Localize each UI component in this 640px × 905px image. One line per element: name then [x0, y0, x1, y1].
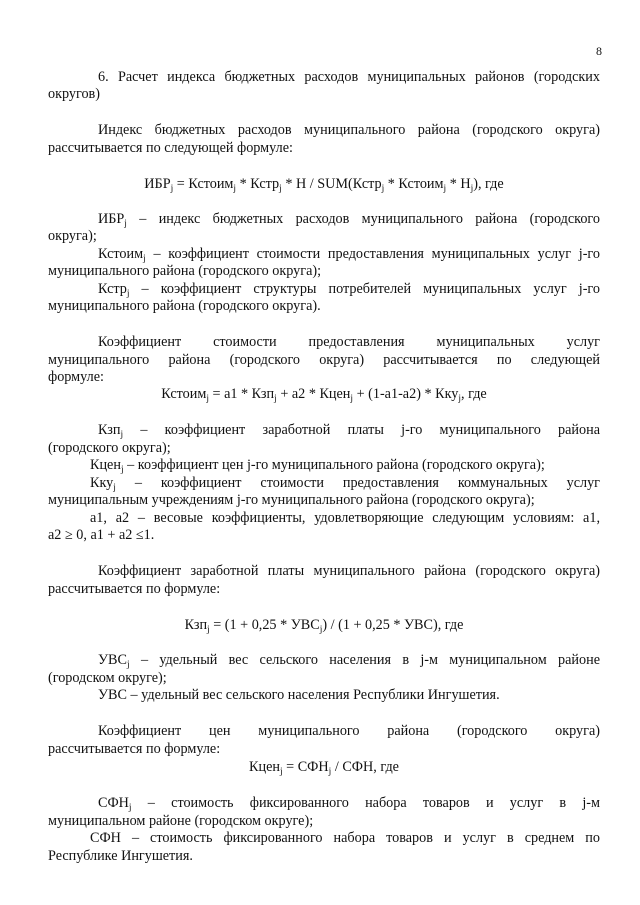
paragraph-line: Индекс бюджетных расходов муниципального района (городского округа): [98, 122, 600, 138]
paragraph-line: рассчитывается по формуле:: [48, 741, 221, 757]
definition-line: $ИБР_j$ – индекс бюджетных расходов муниципального района (городского: [98, 211, 600, 229]
definition-line: муниципальным учреждениям j-го муниципального района (городского округа);: [48, 492, 535, 508]
formula-kcen: Кцен$_j$ = $СФН_j$ / СФН, где: [249, 759, 399, 777]
definition-line: муниципального района (городского округа);: [48, 263, 322, 279]
definition-line: Кстр$_j$ – коэффициент структуры потребителей муниципальных услуг j-го: [98, 281, 600, 299]
paragraph-line: формуле:: [48, 369, 104, 385]
section-heading-line-2: округов): [48, 86, 100, 102]
paragraph-line: Коэффициент заработной платы муниципального района (городского округа): [98, 563, 600, 579]
definition-line: СФН – стоимость фиксированного набора товаров и услуг в среднем по: [90, 830, 600, 846]
paragraph-line: рассчитывается по следующей формуле:: [48, 140, 293, 156]
paragraph-line: Коэффициент стоимости предоставления муниципальных услуг: [98, 334, 600, 350]
definition-line: УВС – удельный вес сельского населения Республики Ингушетия.: [98, 687, 500, 703]
definition-line: округа);: [48, 228, 97, 244]
definition-line: Кку$_j$ – коэффициент стоимости предоставления коммунальных услуг: [90, 475, 600, 493]
definition-line: Кзп$_j$ – коэффициент заработной платы j-го муниципального района: [98, 422, 600, 440]
definition-line: Республике Ингушетия.: [48, 848, 193, 864]
definition-line: a2 ≥ 0, a1 + a2 ≤1.: [48, 527, 155, 543]
page-number: 8: [596, 44, 602, 58]
paragraph-line: рассчитывается по формуле:: [48, 581, 221, 597]
definition-line: $СФН_j$ – стоимость фиксированного набора товаров и услуг в j-м: [98, 795, 600, 813]
formula-kstoim: Кстоим$_j$ = a1 * Кзп$_j$ + a2 * Кцен$_j$ + (1-a1-a2) * Кку$_j$, где: [161, 386, 487, 404]
definition-line: (городском округе);: [48, 670, 167, 686]
paragraph-line: Коэффициент цен муниципального района (городского округа): [98, 723, 600, 739]
paragraph-line: муниципального района (городского округа) рассчитывается по следующей: [48, 352, 600, 368]
definition-line: a1, a2 – весовые коэффициенты, удовлетворяющие следующим условиям: a1,: [90, 510, 600, 526]
definition-line: Кстоим$_j$ – коэффициент стоимости предоставления муниципальных услуг j-го: [98, 246, 600, 264]
section-heading-line-1: 6. Расчет индекса бюджетных расходов муниципальных районов (городских: [98, 69, 600, 85]
definition-line: (городского округа);: [48, 440, 171, 456]
definition-line: Кцен$_j$ – коэффициент цен j-го муниципального района (городского округа);: [90, 457, 545, 475]
formula-kzp: $Кзп_j = (1 + 0,25 * УВС_j) / (1 + 0,25 * УВС)$, где: [184, 617, 464, 635]
definition-line: муниципальном районе (городском округе);: [48, 813, 314, 829]
definition-line: $УВС_j$ – удельный вес сельского населения в j-м муниципальном районе: [98, 652, 600, 670]
definition-line: муниципального района (городского округа).: [48, 298, 321, 314]
formula-ibr: $ИБР_j$ = Кстоим$_j$ * Кстр$_j$ * Н / SUM(Кстр$_j$ * Кстоим$_j$ * $Н_j$), где: [144, 176, 504, 194]
